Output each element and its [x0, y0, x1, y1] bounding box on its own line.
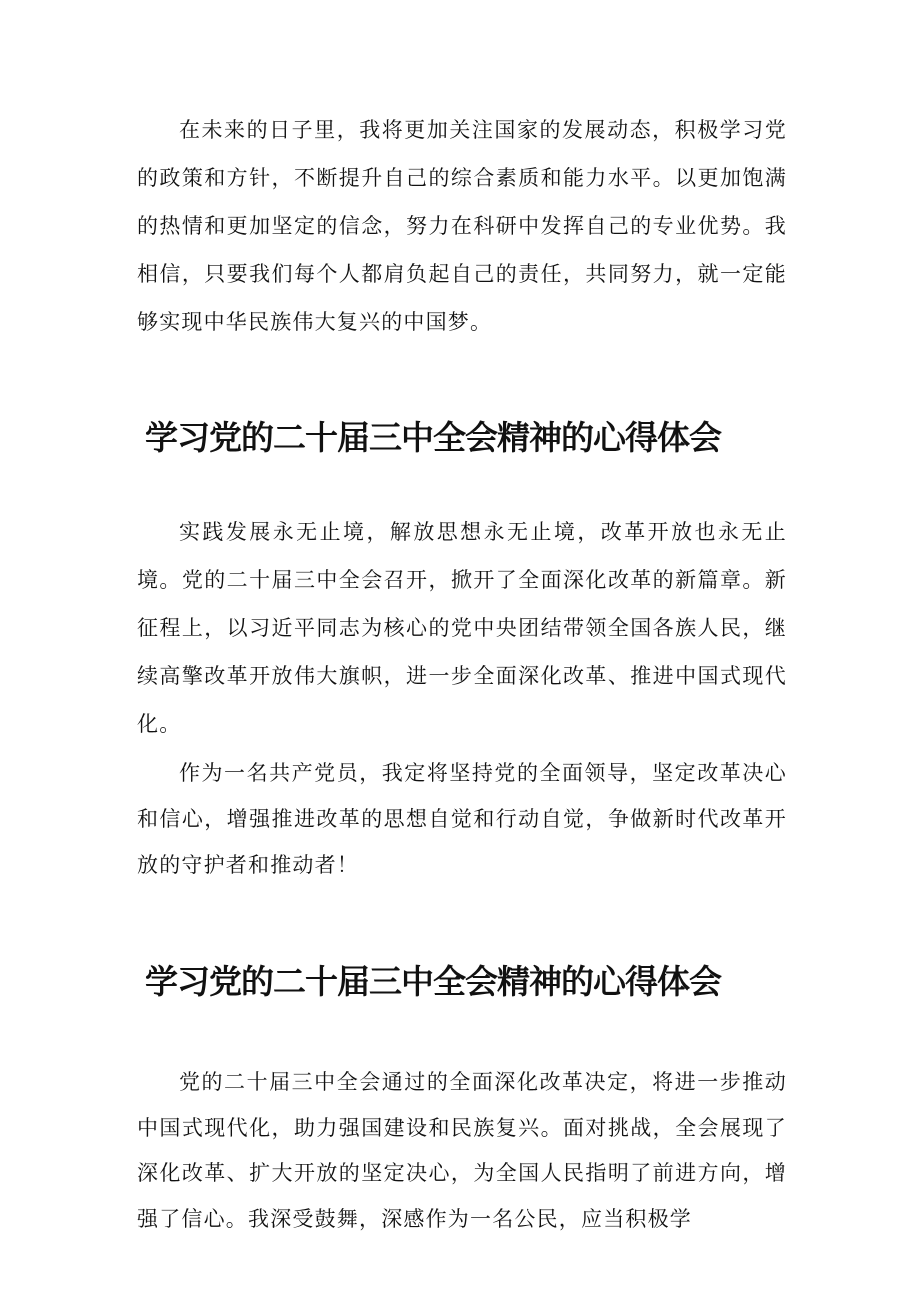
- body-paragraph: 党的二十届三中全会通过的全面深化改革决定，将进一步推动中国式现代化，助力强国建设和民族复兴。面对挑战，全会展现了深化改革、扩大开放的坚定决心，为全国人民指明了前进方向，增强了信心。我深受鼓舞，深感作为一名公民，应当积极学: [137, 1070, 787, 1231]
- body-paragraph: 实践发展永无止境，解放思想永无止境，改革开放也永无止境。党的二十届三中全会召开，掀开了全面深化改革的新篇章。新征程上，以习近平同志为核心的党中央团结带领全国各族人民，继续高擎改革开放伟大旗帜，进一步全面深化改革、推进中国式现代化。: [137, 520, 787, 736]
- body-paragraph: 作为一名共产党员，我定将坚持党的全面领导，坚定改革决心和信心，增强推进改革的思想自觉和行动自觉，争做新时代改革开放的守护者和推动者！: [137, 761, 787, 877]
- section-heading: 学习党的二十届三中全会精神的心得体会: [145, 418, 721, 457]
- section-heading: 学习党的二十届三中全会精神的心得体会: [145, 962, 721, 1001]
- body-paragraph: 在未来的日子里，我将更加关注国家的发展动态，积极学习党的政策和方针，不断提升自己的综合素质和能力水平。以更加饱满的热情和更加坚定的信念，努力在科研中发挥自己的专业优势。我相信，只要我们每个人都肩负起自己的责任，共同努力，就一定能够实现中华民族伟大复兴的中国梦。: [137, 118, 787, 334]
